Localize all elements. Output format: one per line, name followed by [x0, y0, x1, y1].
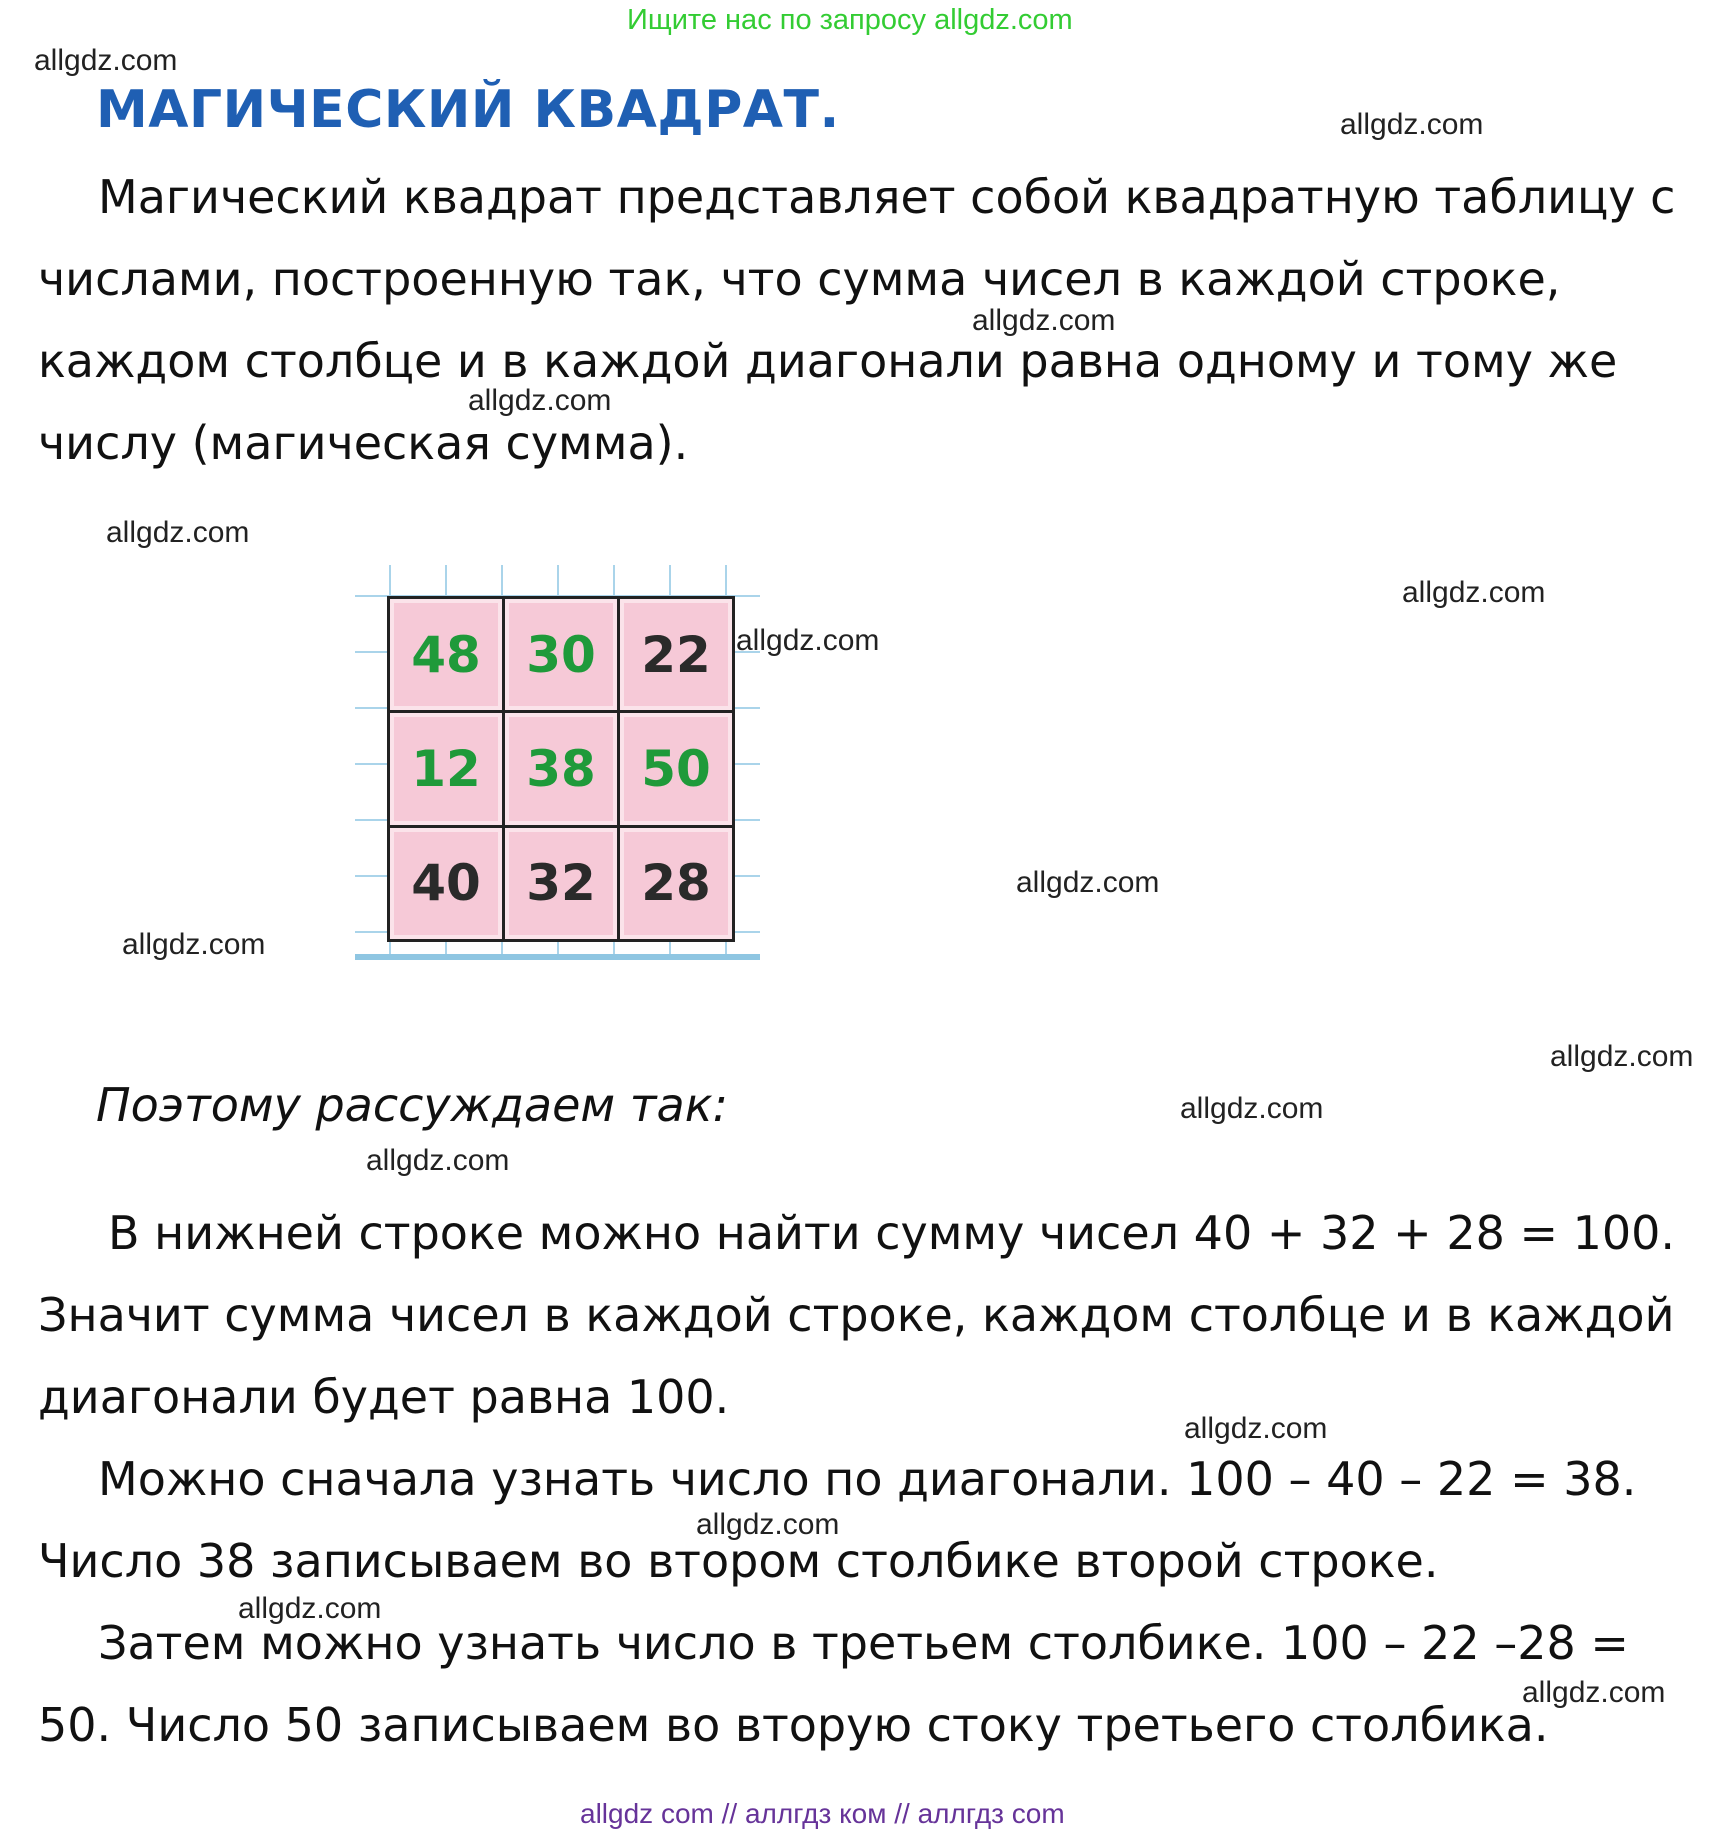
magic-square-cell: 50	[620, 713, 732, 824]
watermark: allgdz.com	[1184, 1412, 1328, 1445]
page-title: МАГИЧЕСКИЙ КВАДРАТ.	[96, 80, 840, 140]
magic-square-cell: 30	[505, 599, 617, 710]
intro-paragraph	[38, 156, 1698, 484]
solution-line: Можно сначала узнать число по диагонали. 100 – 40 – 22 = 38.	[98, 1452, 1637, 1506]
solution-line: В нижней строке можно найти сумму чисел 40 + 32 + 28 = 100.	[108, 1206, 1676, 1260]
watermark: allgdz.com	[1522, 1676, 1666, 1709]
promo-text: Ищите нас по запросу allgdz.com	[627, 4, 1073, 36]
watermark: allgdz.com	[696, 1508, 840, 1541]
intro-line: числу (магическая сумма).	[38, 416, 689, 470]
solution-line: Значит сумма чисел в каждой строке, каждом столбце и в каждой	[38, 1288, 1675, 1342]
watermark: allgdz.com	[106, 516, 250, 549]
watermark: allgdz.com	[238, 1592, 382, 1625]
watermark: allgdz.com	[366, 1144, 510, 1177]
magic-square-cell: 32	[505, 828, 617, 939]
watermark: allgdz.com	[736, 624, 880, 657]
grid-bottom-edge	[355, 954, 760, 960]
intro-line: числами, построенную так, что сумма чисел в каждой строке,	[38, 252, 1561, 306]
watermark: allgdz.com	[1402, 576, 1546, 609]
watermark: allgdz.com	[468, 384, 612, 417]
solution-line: Число 38 записываем во втором столбике второй строке.	[38, 1534, 1439, 1588]
footer-text: allgdz com // аллгдз ком // аллгдз com	[580, 1798, 1065, 1829]
watermark: allgdz.com	[1180, 1092, 1324, 1125]
watermark: allgdz.com	[34, 44, 178, 77]
magic-square-cell: 38	[505, 713, 617, 824]
magic-square	[387, 596, 735, 942]
reasoning-heading: Поэтому рассуждаем так:	[96, 1078, 728, 1132]
magic-square-cell: 22	[620, 599, 732, 710]
magic-square-cell: 48	[390, 599, 502, 710]
solution-line: Затем можно узнать число в третьем столбике. 100 – 22 –28 =	[98, 1616, 1629, 1670]
magic-square-cell: 28	[620, 828, 732, 939]
watermark: allgdz.com	[1340, 108, 1484, 141]
intro-line: каждом столбце и в каждой диагонали равна одному и тому же	[38, 334, 1618, 388]
solution-paragraph	[38, 1192, 1698, 1766]
watermark: allgdz.com	[1550, 1040, 1694, 1073]
watermark: allgdz.com	[1016, 866, 1160, 899]
watermark: allgdz.com	[972, 304, 1116, 337]
solution-line: диагонали будет равна 100.	[38, 1370, 730, 1424]
magic-square-cell: 40	[390, 828, 502, 939]
intro-line: Магический квадрат представляет собой квадратную таблицу с	[98, 170, 1676, 224]
magic-square-cell: 12	[390, 713, 502, 824]
watermark: allgdz.com	[122, 928, 266, 961]
solution-line: 50. Число 50 записываем во вторую стоку третьего столбика.	[38, 1698, 1549, 1752]
